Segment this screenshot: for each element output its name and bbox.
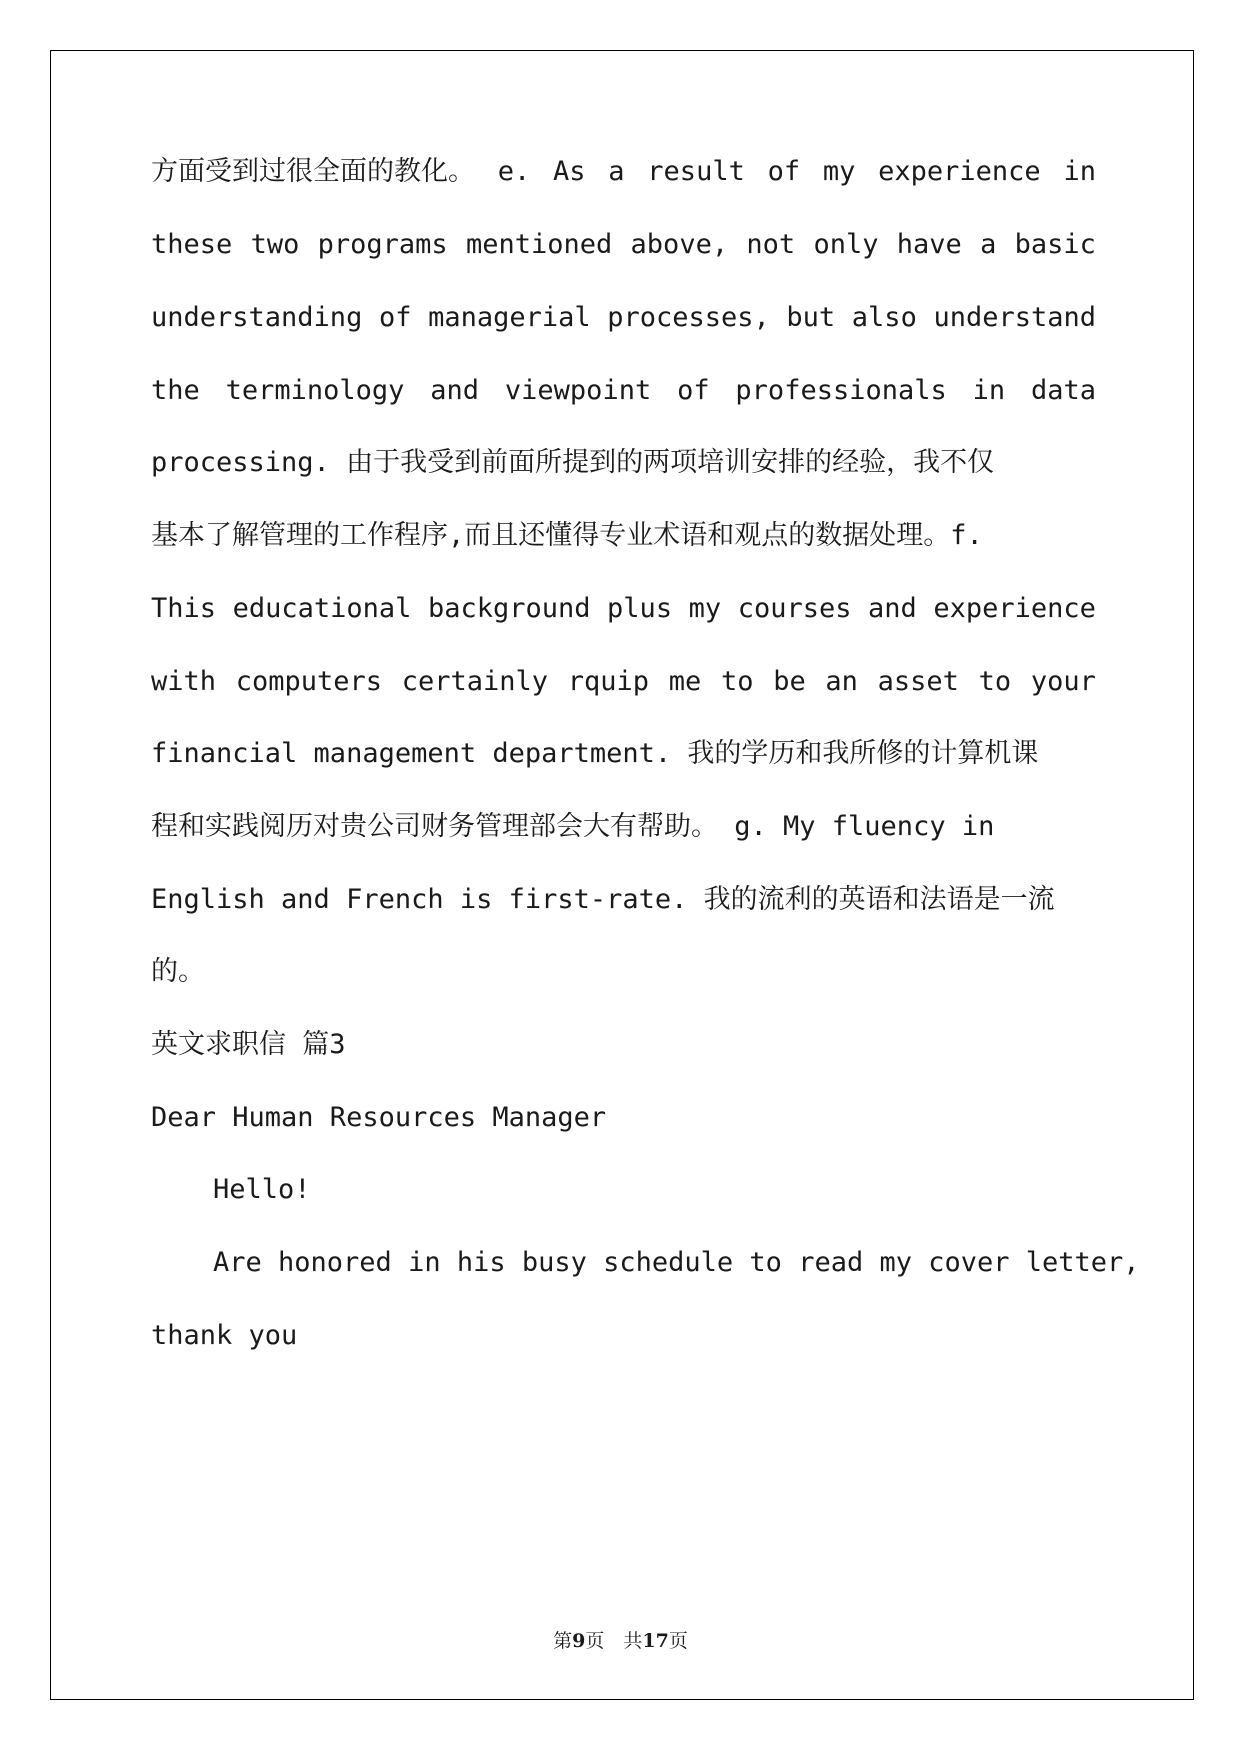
paragraph-line-2: thank you (151, 1320, 298, 1351)
body-line-7 (151, 592, 1096, 626)
word: computers (235, 666, 383, 697)
word: only (813, 229, 879, 260)
word: plus (607, 593, 673, 624)
body-line-10: 程和实践阅历对贵公司财务管理部会大有帮助。 g. My fluency in (151, 811, 995, 842)
word: programs (317, 229, 448, 260)
word: e. (497, 156, 531, 187)
word: understand (933, 302, 1096, 333)
body-line-1 (151, 155, 1096, 189)
word: my (822, 156, 856, 187)
word: professionals (735, 375, 947, 406)
footer-mid: 页 共 (585, 1630, 643, 1652)
word: terminology (225, 375, 405, 406)
word: these (151, 229, 233, 260)
page-number-footer (0, 1626, 1241, 1653)
word: in (972, 375, 1006, 406)
word: your (1030, 666, 1096, 697)
footer-prefix: 第 (553, 1630, 573, 1652)
word: be (773, 666, 806, 697)
word: two (250, 229, 300, 260)
word: managerial (428, 302, 591, 333)
word: viewpoint (504, 375, 652, 406)
word: of (378, 302, 412, 333)
word: 方面受到过很全面的教化。 (151, 156, 475, 187)
word: of (677, 375, 710, 406)
footer-suffix: 页 (668, 1630, 688, 1652)
word: in (1063, 156, 1096, 187)
word: with (151, 666, 217, 697)
word: the (151, 375, 200, 406)
body-line-9: financial management department. 我的学历和我所修的计算机课 (151, 738, 1039, 769)
word: background (427, 593, 591, 624)
word: experience (933, 593, 1096, 624)
paragraph-line-1: Are honored in his busy schedule to read my cover letter, (213, 1247, 1140, 1278)
body-line-12: 的。 (151, 956, 205, 987)
body-line-3 (151, 301, 1096, 335)
word: This (151, 593, 217, 624)
word: also (851, 302, 917, 333)
word: experience (878, 156, 1041, 187)
body-line-4 (151, 374, 1096, 408)
section-heading: 英文求职信 篇3 (151, 1029, 346, 1060)
word: but (786, 302, 836, 333)
word: my (688, 593, 722, 624)
word: courses (737, 593, 852, 624)
body-line-5: processing. 由于我受到前面所提到的两项培训安排的经验，我不仅 (151, 447, 995, 478)
word: certainly (401, 666, 549, 697)
word: an (825, 666, 858, 697)
word: have (896, 229, 962, 260)
page-border (50, 50, 1194, 1700)
word: above, (630, 229, 729, 260)
word: result (647, 156, 745, 187)
word: data (1030, 375, 1096, 406)
greeting: Hello! (213, 1174, 311, 1205)
word: As (553, 156, 586, 187)
word: understanding (151, 302, 363, 333)
word: educational (232, 593, 412, 624)
word: and (430, 375, 480, 406)
word: rquip (567, 666, 650, 697)
body-line-11: English and French is first-rate. 我的流利的英语和法语是一流 (151, 884, 1055, 915)
body-line-8 (151, 665, 1096, 699)
word: a (608, 156, 625, 187)
body-line-2 (151, 228, 1096, 262)
word: processes, (607, 302, 770, 333)
word: basic (1014, 229, 1096, 260)
footer-current-page: 9 (572, 1630, 586, 1652)
word: me (668, 666, 702, 697)
salutation: Dear Human Resources Manager (151, 1102, 607, 1133)
word: of (767, 156, 801, 187)
footer-total-pages: 17 (642, 1630, 669, 1652)
word: not (746, 229, 796, 260)
word: mentioned (465, 229, 613, 260)
word: to (720, 666, 754, 697)
word: and (868, 593, 917, 624)
word: asset (877, 666, 959, 697)
word: to (978, 666, 1012, 697)
body-line-6: 基本了解管理的工作程序,而且还懂得专业术语和观点的数据处理。f. (151, 520, 983, 551)
word: a (980, 229, 997, 260)
